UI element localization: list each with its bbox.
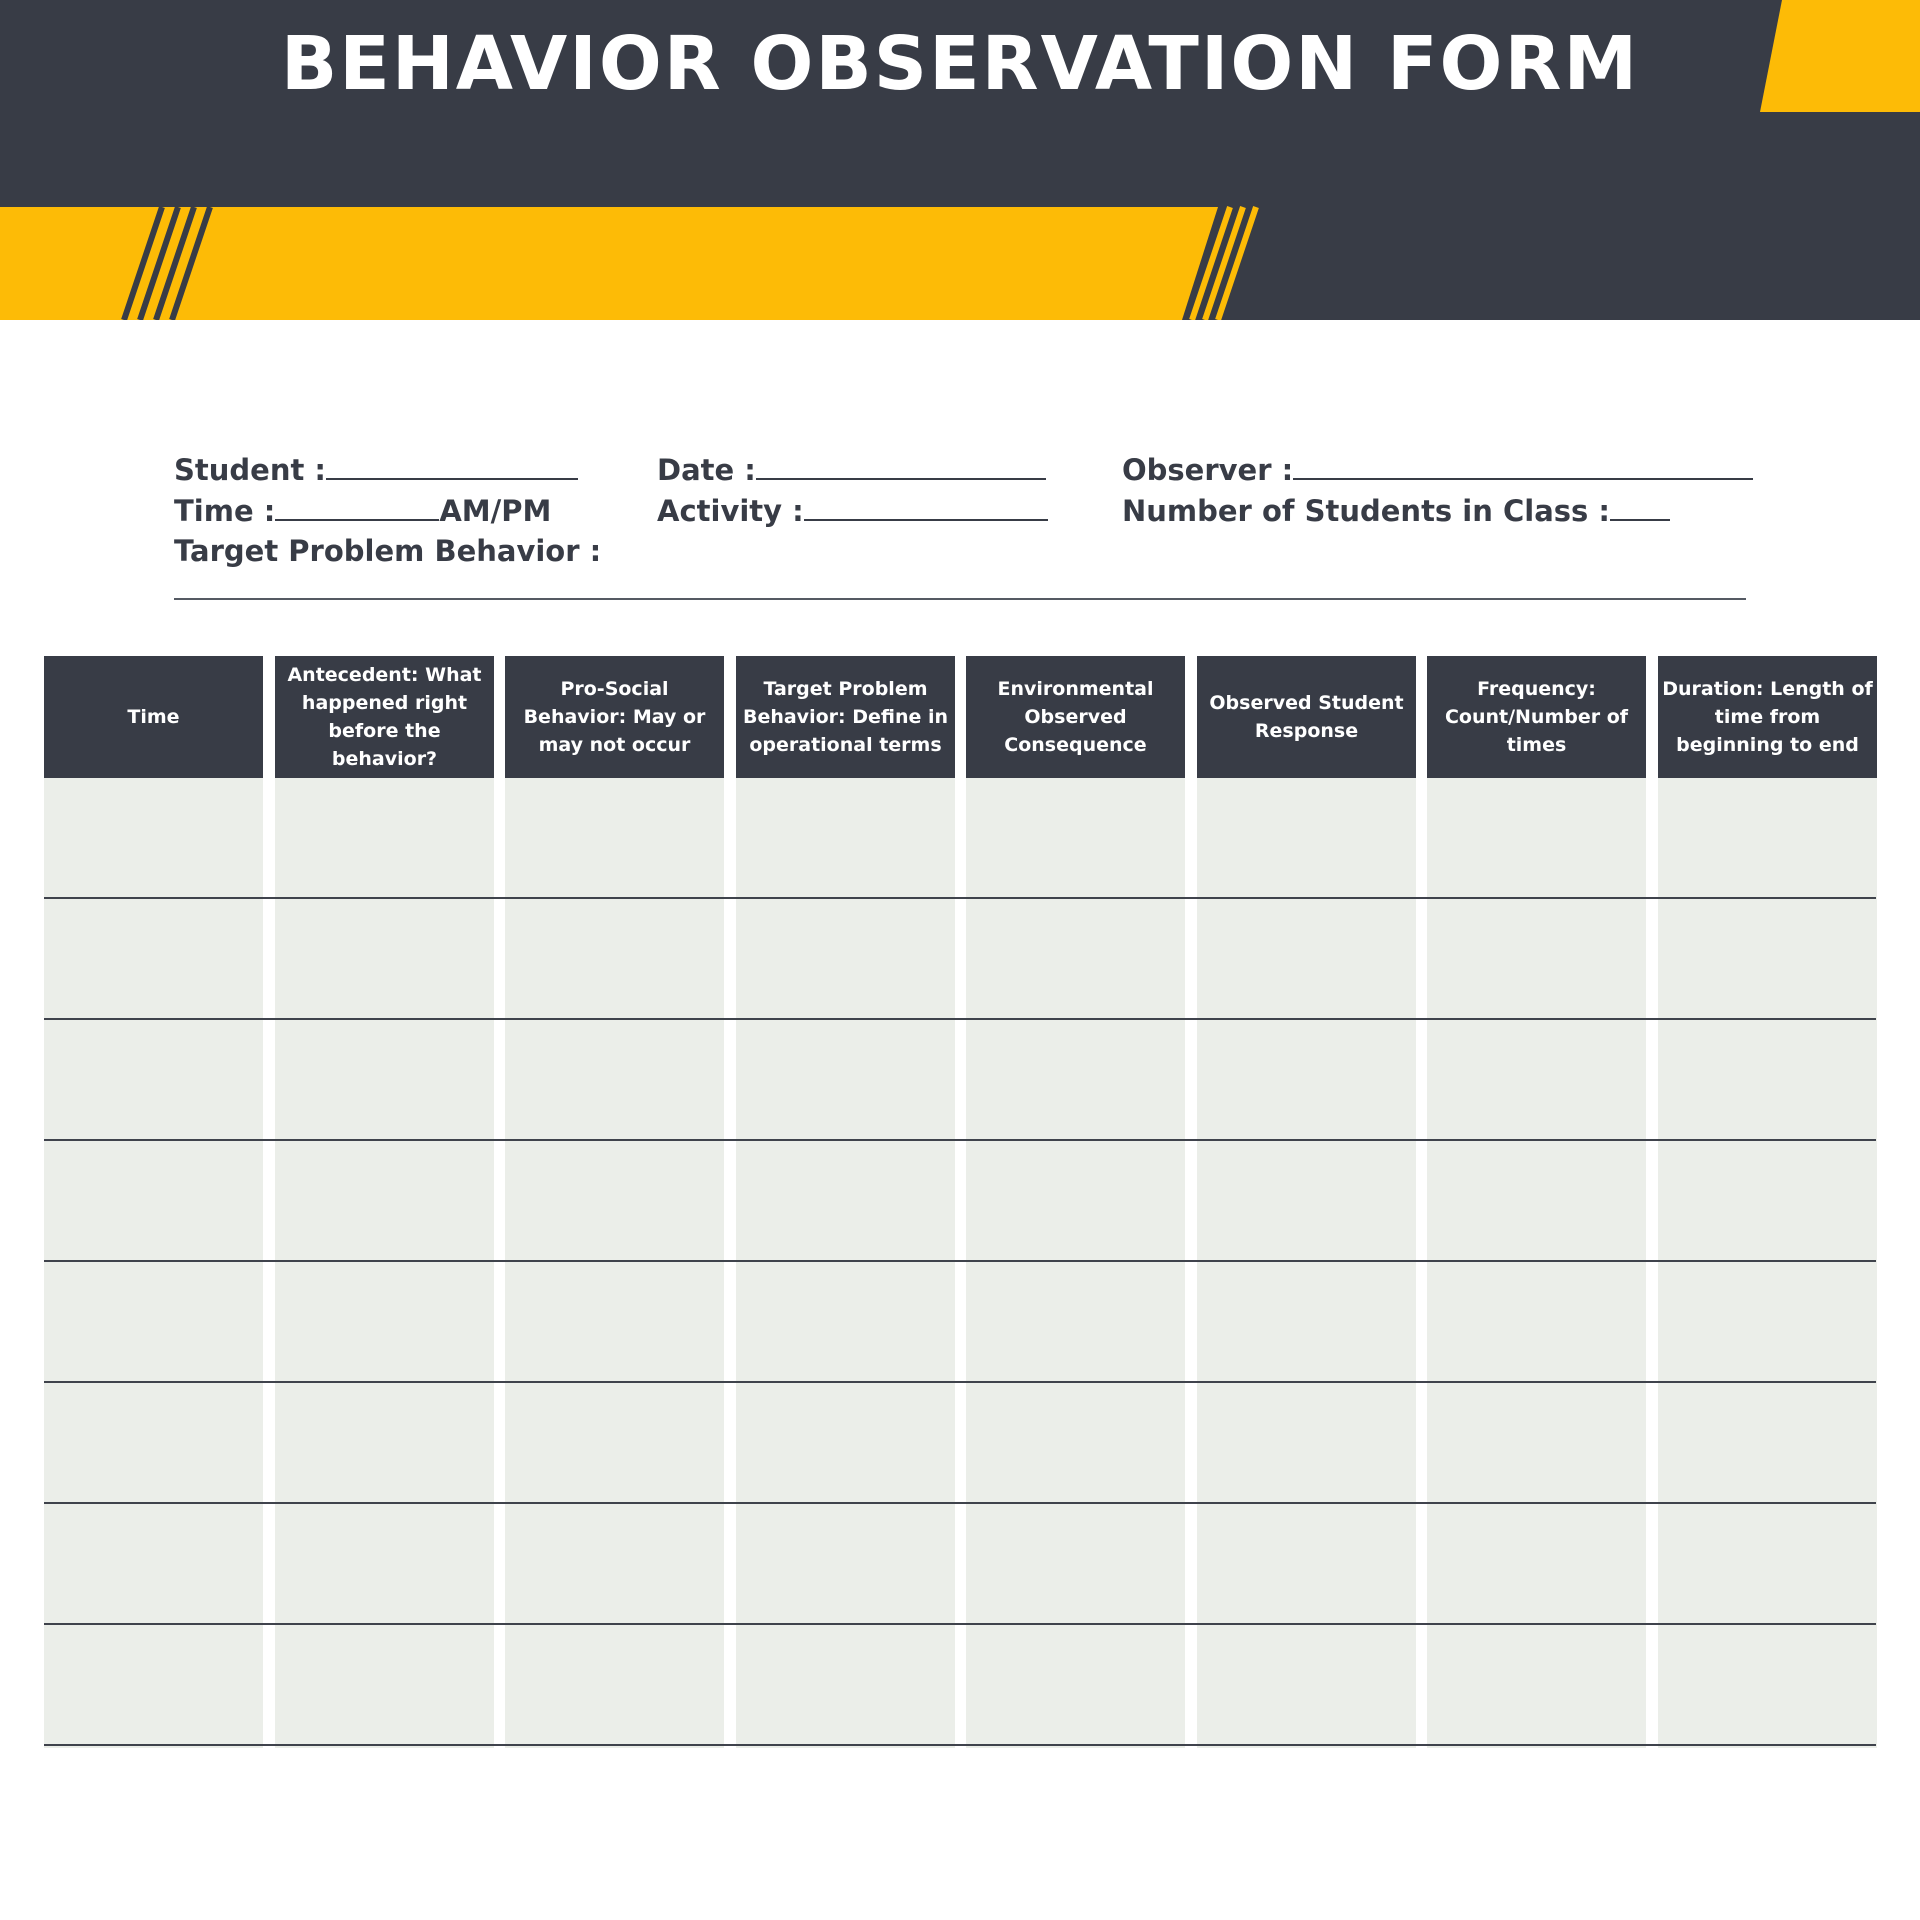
table-cell[interactable]: [1427, 899, 1646, 1020]
num-students-blank[interactable]: [1610, 491, 1670, 521]
table-cell[interactable]: [275, 1141, 494, 1262]
table-column: [44, 656, 263, 1748]
header-banner: [0, 0, 1920, 320]
table-row: [44, 1018, 1876, 1020]
column-header: Time: [44, 656, 263, 778]
time-blank[interactable]: [275, 491, 439, 521]
table-row: [44, 1139, 1876, 1141]
table-cell[interactable]: [44, 1383, 263, 1504]
table-cell[interactable]: [275, 1020, 494, 1141]
table-cell[interactable]: [1197, 1141, 1416, 1262]
table-cell[interactable]: [736, 1504, 955, 1625]
target-behavior-blank[interactable]: [174, 598, 1746, 600]
table-cell[interactable]: [736, 1141, 955, 1262]
table-cell[interactable]: [966, 1383, 1185, 1504]
table-cell[interactable]: [736, 1262, 955, 1383]
table-cell[interactable]: [1427, 1262, 1646, 1383]
table-cell[interactable]: [1197, 899, 1416, 1020]
column-header: Duration: Length of time from beginning to end: [1658, 656, 1877, 778]
table-cell[interactable]: [275, 778, 494, 899]
table-cell[interactable]: [1197, 778, 1416, 899]
table-row: [44, 897, 1876, 899]
table-cell[interactable]: [505, 1262, 724, 1383]
time-ampm-label: AM/PM: [439, 494, 552, 528]
table-cell[interactable]: [505, 1383, 724, 1504]
table-column: [505, 656, 724, 1748]
column-header: Antecedent: What happened right before the behavior?: [275, 656, 494, 778]
date-blank[interactable]: [756, 450, 1046, 480]
table-cell[interactable]: [1658, 899, 1877, 1020]
activity-field[interactable]: [657, 491, 1048, 530]
target-behavior-field: [174, 532, 601, 570]
table-cell[interactable]: [966, 899, 1185, 1020]
table-cell[interactable]: [1427, 1625, 1646, 1746]
table-cell[interactable]: [1427, 1504, 1646, 1625]
table-row: [44, 1381, 1876, 1383]
table-cell[interactable]: [505, 1141, 724, 1262]
column-header: Observed Student Response: [1197, 656, 1416, 778]
num-students-label: Number of Students in Class :: [1122, 494, 1610, 528]
table-row: [44, 1260, 1876, 1262]
table-cell[interactable]: [44, 1262, 263, 1383]
table-cell[interactable]: [1658, 778, 1877, 899]
table-cell[interactable]: [1427, 1383, 1646, 1504]
table-cell[interactable]: [1658, 1020, 1877, 1141]
table-cell[interactable]: [505, 1625, 724, 1746]
table-cell[interactable]: [505, 778, 724, 899]
table-cell[interactable]: [44, 1141, 263, 1262]
table-column: [966, 656, 1185, 1748]
table-cell[interactable]: [966, 1141, 1185, 1262]
table-cell[interactable]: [1197, 1625, 1416, 1746]
table-cell[interactable]: [1658, 1141, 1877, 1262]
column-header: Target Problem Behavior: Define in operational terms: [736, 656, 955, 778]
table-cell[interactable]: [736, 1020, 955, 1141]
table-column: [1427, 656, 1646, 1748]
table-cell[interactable]: [966, 1020, 1185, 1141]
table-column: [736, 656, 955, 1748]
table-cell[interactable]: [275, 1504, 494, 1625]
table-cell[interactable]: [1197, 1262, 1416, 1383]
column-header: Frequency: Count/Number of times: [1427, 656, 1646, 778]
table-cell[interactable]: [736, 778, 955, 899]
activity-blank[interactable]: [804, 491, 1048, 521]
date-label: Date :: [657, 453, 756, 487]
table-row: [44, 1744, 1876, 1746]
table-cell[interactable]: [44, 1625, 263, 1746]
table-cell[interactable]: [1658, 1625, 1877, 1746]
table-row: [44, 1502, 1876, 1504]
table-cell[interactable]: [1427, 1020, 1646, 1141]
num-students-field[interactable]: [1122, 491, 1670, 530]
table-cell[interactable]: [1197, 1020, 1416, 1141]
table-cell[interactable]: [505, 1020, 724, 1141]
observer-blank[interactable]: [1293, 450, 1753, 480]
student-label: Student :: [174, 453, 327, 487]
table-cell[interactable]: [44, 778, 263, 899]
table-cell[interactable]: [966, 1625, 1185, 1746]
table-cell[interactable]: [275, 1262, 494, 1383]
table-cell[interactable]: [505, 899, 724, 1020]
date-field[interactable]: [657, 450, 1046, 489]
column-header: Environmental Observed Consequence: [966, 656, 1185, 778]
table-cell[interactable]: [1658, 1383, 1877, 1504]
time-label: Time :: [174, 494, 276, 528]
table-cell[interactable]: [1427, 1141, 1646, 1262]
table-cell[interactable]: [1658, 1504, 1877, 1625]
observer-field[interactable]: [1122, 450, 1753, 489]
student-field[interactable]: [174, 450, 578, 489]
table-cell[interactable]: [736, 1383, 955, 1504]
table-row: [44, 1623, 1876, 1625]
table-cell[interactable]: [1427, 778, 1646, 899]
time-field[interactable]: [174, 491, 551, 530]
table-column: [1197, 656, 1416, 1748]
table-column: [1658, 656, 1877, 1748]
column-header: Pro-Social Behavior: May or may not occur: [505, 656, 724, 778]
table-cell[interactable]: [1197, 1504, 1416, 1625]
table-cell[interactable]: [736, 899, 955, 1020]
table-cell[interactable]: [966, 1504, 1185, 1625]
target-behavior-label: Target Problem Behavior :: [174, 534, 602, 568]
table-cell[interactable]: [736, 1625, 955, 1746]
table-cell[interactable]: [44, 1020, 263, 1141]
table-cell[interactable]: [1658, 1262, 1877, 1383]
table-cell[interactable]: [275, 1383, 494, 1504]
table-cell[interactable]: [1197, 1383, 1416, 1504]
activity-label: Activity :: [657, 494, 804, 528]
table-cell[interactable]: [275, 1625, 494, 1746]
table-cell[interactable]: [505, 1504, 724, 1625]
form-title: BEHAVIOR OBSERVATION FORM: [280, 21, 1640, 107]
observer-label: Observer :: [1122, 453, 1294, 487]
table-cell[interactable]: [966, 1262, 1185, 1383]
student-blank[interactable]: [326, 450, 578, 480]
table-column: [275, 656, 494, 1748]
table-cell[interactable]: [44, 1504, 263, 1625]
table-cell[interactable]: [966, 778, 1185, 899]
table-cell[interactable]: [275, 899, 494, 1020]
table-cell[interactable]: [44, 899, 263, 1020]
